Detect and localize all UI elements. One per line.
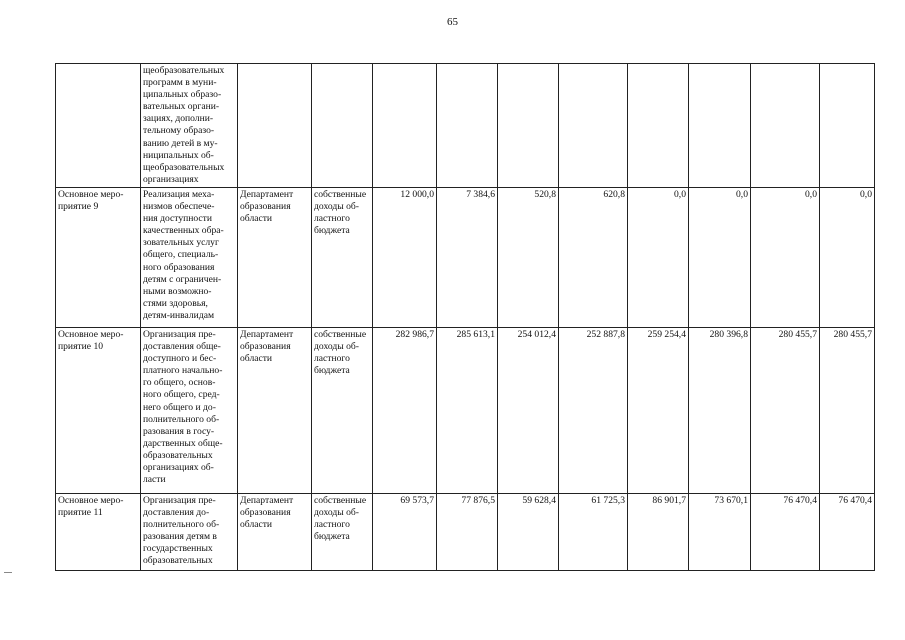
value-cell [628, 64, 689, 188]
value-cell: 254 012,4 [498, 328, 559, 494]
executor-cell-text: Департамент образования области [240, 189, 294, 225]
value-cell [689, 64, 751, 188]
table-row [56, 328, 875, 494]
value-cell: 69 573,7 [373, 494, 437, 571]
value-cell [820, 64, 875, 188]
value-cell: 0,0 [820, 188, 875, 328]
activity-cell-text: Основное меро- приятие 9 [58, 189, 124, 213]
executor-cell [238, 188, 312, 328]
description-cell [141, 64, 238, 188]
value-cell: 61 725,3 [559, 494, 628, 571]
value-cell: 285 613,1 [437, 328, 498, 494]
value-cell: 620,8 [559, 188, 628, 328]
value-cell: 76 470,4 [820, 494, 875, 571]
value-cell: 520,8 [498, 188, 559, 328]
value-cell: 12 000,0 [373, 188, 437, 328]
activity-cell [56, 64, 141, 188]
value-cell: 77 876,5 [437, 494, 498, 571]
executor-cell [238, 494, 312, 571]
value-cell: 0,0 [628, 188, 689, 328]
description-cell [141, 188, 238, 328]
description-cell [141, 328, 238, 494]
value-cell: 59 628,4 [498, 494, 559, 571]
scan-artifact [4, 572, 12, 573]
value-cell: 86 901,7 [628, 494, 689, 571]
funding-source-cell-text: собственные доходы об- ластного бюджета [314, 495, 367, 543]
description-cell [141, 494, 238, 571]
executor-cell [238, 64, 312, 188]
description-cell-text: Организация пре- доставления обще- доступного и бес- платного начально- го общего, основ- ного общего, сред- него общего и до- полнительного об- разования в госу- дарственных обще- образовательных организациях об- ласти [143, 329, 223, 486]
value-cell: 7 384,6 [437, 188, 498, 328]
value-cell: 0,0 [689, 188, 751, 328]
value-cell [437, 64, 498, 188]
executor-cell-text: Департамент образования области [240, 329, 294, 365]
budget-table [55, 63, 875, 571]
description-cell-text: Организация пре- доставления до- полнительного об- разования детям в государственных образовательных [143, 495, 220, 567]
executor-cell [238, 328, 312, 494]
funding-source-cell-text: собственные доходы об- ластного бюджета [314, 189, 367, 237]
value-cell: 282 986,7 [373, 328, 437, 494]
value-cell: 280 455,7 [820, 328, 875, 494]
value-cell: 73 670,1 [689, 494, 751, 571]
table-row [56, 64, 875, 188]
description-cell-text: щеобразовательных программ в муни- ципальных образо- вательных органи- зациях, дополни- тельному образо- ванию детей в му- ниципальных об- щеобразовательных организациях [143, 65, 225, 185]
value-cell: 259 254,4 [628, 328, 689, 494]
value-cell [559, 64, 628, 188]
value-cell: 0,0 [751, 188, 820, 328]
funding-source-cell [312, 494, 373, 571]
activity-cell-text: Основное меро- приятие 10 [58, 329, 124, 353]
table-row [56, 494, 875, 571]
description-cell-text: Реализация меха- низмов обеспече- ния доступности качественных обра- зовательных услуг общего, специаль- ного образования детям с ограничен- ными возможно- стями здоровья, детям-инвалидам [143, 189, 224, 321]
page-number: 65 [447, 16, 458, 28]
table-row [56, 188, 875, 328]
value-cell [498, 64, 559, 188]
value-cell [373, 64, 437, 188]
activity-cell-text: Основное меро- приятие 11 [58, 495, 124, 519]
activity-cell [56, 188, 141, 328]
activity-cell [56, 494, 141, 571]
funding-source-cell [312, 188, 373, 328]
value-cell: 280 455,7 [751, 328, 820, 494]
value-cell: 252 887,8 [559, 328, 628, 494]
funding-source-cell [312, 64, 373, 188]
value-cell: 76 470,4 [751, 494, 820, 571]
executor-cell-text: Департамент образования области [240, 495, 294, 531]
activity-cell [56, 328, 141, 494]
value-cell: 280 396,8 [689, 328, 751, 494]
funding-source-cell [312, 328, 373, 494]
value-cell [751, 64, 820, 188]
funding-source-cell-text: собственные доходы об- ластного бюджета [314, 329, 367, 377]
